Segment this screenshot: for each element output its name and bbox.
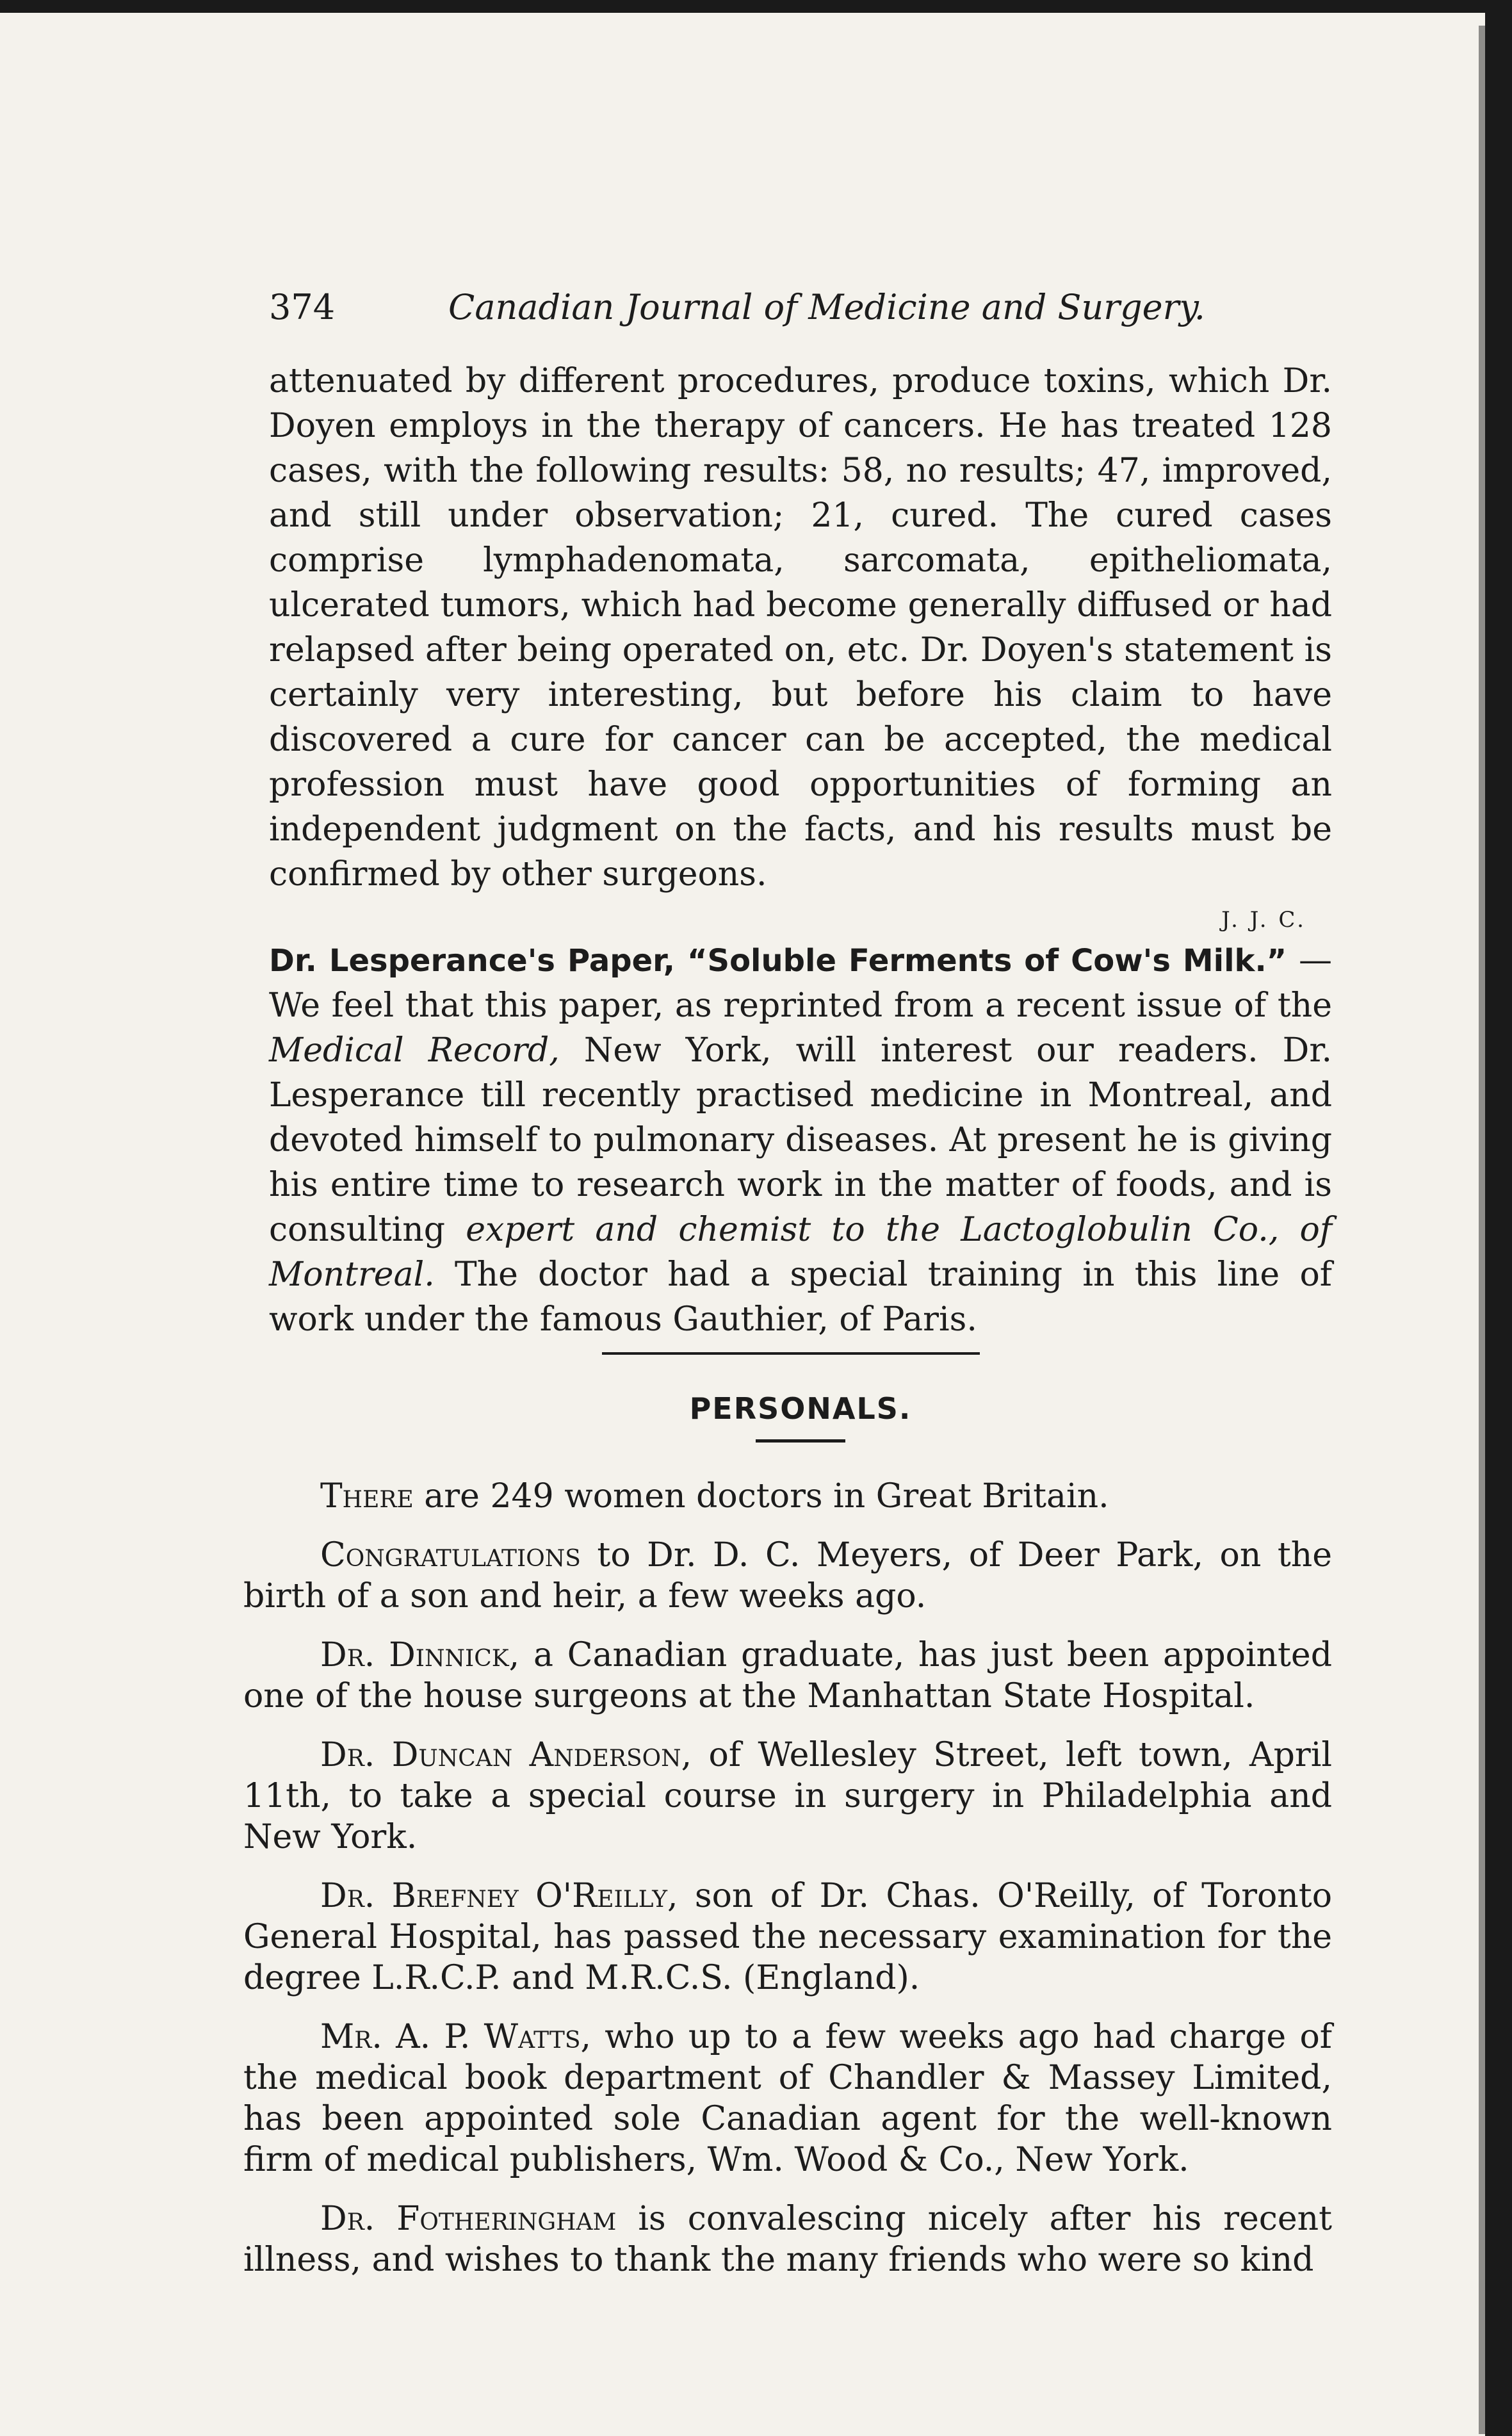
section-divider (602, 1352, 980, 1355)
journal-title: Canadian Journal of Medicine and Surgery. (448, 287, 1205, 327)
article-text-start: —We feel that this paper, as reprinted from a recent issue of the (269, 941, 1332, 1025)
article-source: Medical Record, (269, 1031, 560, 1070)
article-title: Dr. Lesperance's Paper, “Soluble Ferments of Cow's Milk.” (269, 943, 1287, 979)
page-number: 374 (269, 287, 336, 327)
binding-shadow (1479, 26, 1485, 2434)
personal-lead: Dr. Brefney O'Reilly, (320, 1877, 678, 1915)
personal-lead: There (320, 1477, 414, 1516)
personal-item (243, 1876, 1332, 1999)
personal-lead: Dr. Fotheringham (320, 2200, 617, 2238)
personal-lead: Dr. Duncan Anderson, (320, 1736, 692, 1774)
personal-lead: Congratulations (320, 1536, 581, 1574)
article-role: expert and chemist to the Lactoglobulin Co., of Montreal. (269, 1211, 1332, 1294)
personal-item (243, 1735, 1332, 1858)
journal-page (243, 282, 1333, 2298)
personal-item (243, 1535, 1332, 1617)
running-head (269, 282, 1332, 333)
personal-item (243, 2016, 1332, 2180)
page-top-border (0, 0, 1512, 13)
personal-lead: Mr. A. P. Watts, (320, 2018, 592, 2056)
personals-list (243, 1476, 1332, 2280)
personal-item (243, 1476, 1332, 1517)
personal-text: son of Dr. Chas. O'Reilly, of Toronto General Hospital, has passed the necessary examination for the degree L.R.C.P. and M.R.C.S. (England). (243, 1877, 1332, 1997)
article-lesperance (269, 938, 1332, 1342)
article-doyen-text: attenuated by different procedures, produce toxins, which Dr. Doyen employs in the therapy of cancers. He has treated 128 cases, with the following results: 58, no results; 47, improved, and still under observation; 21, cured. The cured cases comprise lymphadenomata, sarcomata, epitheliomata, ulcerated tumors, which had become generally diffused or had relapsed after being operated on, etc. Dr. Doyen's statement is certainly very interesting, but before his claim to have discovered a cure for cancer can be accepted, the medical profession must have good opportunities of forming an independent judgment on the facts, and his results must be confirmed by other surgeons. (269, 362, 1332, 894)
personal-text: to Dr. D. C. Meyers, of Deer Park, on the birth of a son and heir, a few weeks ago. (243, 1536, 1332, 1615)
heading-rule (756, 1439, 845, 1443)
personal-item (243, 1635, 1332, 1717)
personal-item (243, 2198, 1332, 2280)
article-text-end: The doctor had a special training in this line of work under the famous Gauthier, of Paris. (269, 1255, 1333, 1339)
page-right-border (1485, 0, 1512, 2436)
personal-lead: Dr. Dinnick, (320, 1636, 520, 1674)
article-text-middle: New York, will interest our readers. Dr. Lesperance till recently practised medicine in Montreal, and devoted himself to pulmonary diseases. At present he is giving his entire time to research work in the matter of foods, and is consulting (269, 1031, 1333, 1249)
personal-text: a Canadian graduate, has just been appointed one of the house surgeons at the Manhattan State Hospital. (243, 1636, 1332, 1715)
section-heading: PERSONALS. (689, 1391, 912, 1426)
personal-text: who up to a few weeks ago had charge of the medical book department of Chandler & Massey Limited, has been appointed sole Canadian agent for the well-known firm of medical publishers, Wm. Wood & Co., New York. (243, 2018, 1333, 2179)
article-signature: J. J. C. (1221, 907, 1306, 933)
personal-text: are 249 women doctors in Great Britain. (424, 1477, 1109, 1516)
personal-text: of Wellesley Street, left town, April 11th, to take a special course in surgery in Philadelphia and New York. (243, 1736, 1332, 1856)
personal-text: is convalescing nicely after his recent illness, and wishes to thank the many friends who were so kind (243, 2200, 1333, 2279)
